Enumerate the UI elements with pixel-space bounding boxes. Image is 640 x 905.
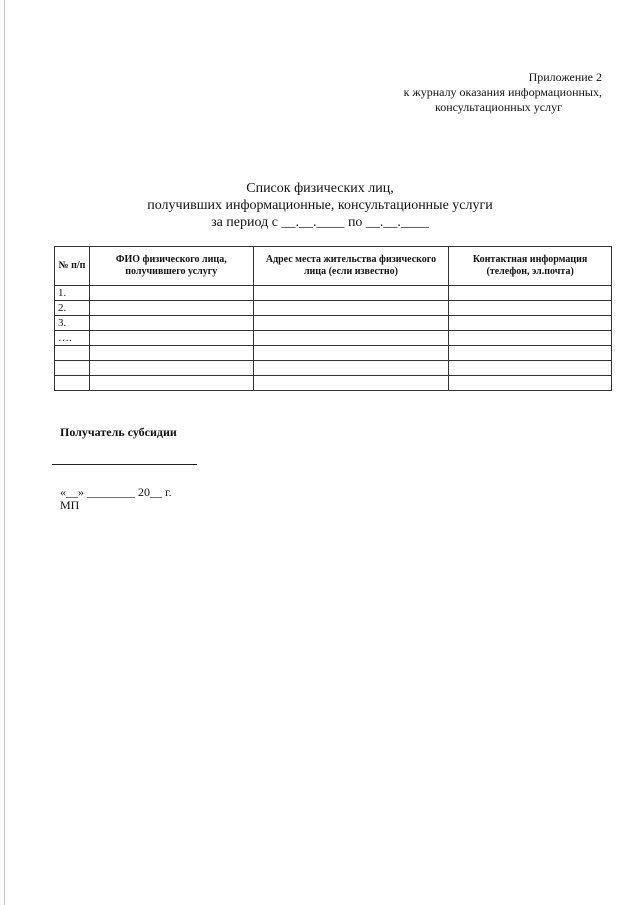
document-title xyxy=(0,180,640,231)
name-cell xyxy=(89,361,253,376)
col-header-name: ФИО физического лица, получившего услугу xyxy=(89,247,253,286)
recipient-label: Получатель субсидии xyxy=(60,425,177,439)
title-line-1: Список физических лиц, xyxy=(246,181,394,196)
name-cell xyxy=(89,331,253,346)
name-cell xyxy=(89,286,253,301)
seal-label: МП xyxy=(60,498,80,512)
table-row xyxy=(55,361,612,376)
contact-cell xyxy=(449,316,612,331)
address-cell xyxy=(253,376,449,391)
persons-table xyxy=(54,246,612,391)
address-cell xyxy=(253,286,449,301)
title-line-2: получивших информационные, консультационные услуги xyxy=(147,198,493,213)
table-row xyxy=(55,301,612,316)
address-cell xyxy=(253,361,449,376)
contact-cell xyxy=(449,286,612,301)
row-number xyxy=(55,346,90,361)
signature-line xyxy=(52,464,197,465)
contact-cell xyxy=(449,331,612,346)
row-number: 3. xyxy=(55,316,90,331)
row-number: …. xyxy=(55,331,90,346)
address-cell xyxy=(253,316,449,331)
table-header-row xyxy=(55,247,612,286)
name-cell xyxy=(89,376,253,391)
address-cell xyxy=(253,301,449,316)
appendix-line-3: консультационных услуг xyxy=(435,100,562,114)
appendix-line-2: к журналу оказания информационных, xyxy=(403,85,602,99)
row-number: 2. xyxy=(55,301,90,316)
row-number xyxy=(55,361,90,376)
table-row xyxy=(55,316,612,331)
name-cell xyxy=(89,346,253,361)
contact-cell xyxy=(449,346,612,361)
name-cell xyxy=(89,316,253,331)
table-row xyxy=(55,346,612,361)
col-header-number: № п/п xyxy=(55,247,90,286)
row-number: 1. xyxy=(55,286,90,301)
address-cell xyxy=(253,346,449,361)
contact-cell xyxy=(449,376,612,391)
contact-cell xyxy=(449,301,612,316)
col-header-contact: Контактная информация (телефон, эл.почта) xyxy=(449,247,612,286)
appendix-line-1: Приложение 2 xyxy=(528,70,602,84)
table-row xyxy=(55,286,612,301)
title-line-3: за период с __.__.____ по __.__.____ xyxy=(211,215,429,230)
col-header-address: Адрес места жительства физического лица (если известно) xyxy=(253,247,449,286)
contact-cell xyxy=(449,361,612,376)
appendix-note xyxy=(342,70,602,115)
date-placeholder: «__» ________ 20__ г. xyxy=(60,485,172,499)
scan-edge xyxy=(4,0,5,905)
address-cell xyxy=(253,331,449,346)
table-row xyxy=(55,331,612,346)
name-cell xyxy=(89,301,253,316)
table-row xyxy=(55,376,612,391)
row-number xyxy=(55,376,90,391)
